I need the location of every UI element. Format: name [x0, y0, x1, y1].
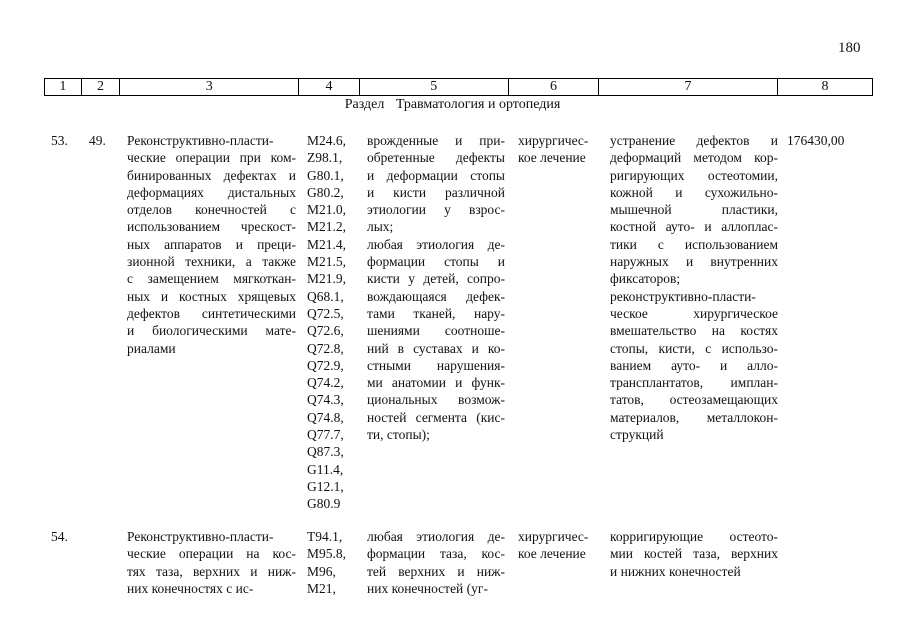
cell-line: деформациях дистальных: [127, 184, 296, 200]
cell-line: мии костей таза, верхних: [610, 546, 778, 562]
cell-line: M24.6,: [307, 133, 347, 148]
cell-line: ванием ауто- и алло-: [610, 357, 778, 373]
cell-line: Q74.3,: [307, 392, 344, 408]
cell-line: ных аппаратов и преци-: [127, 236, 296, 252]
procedure-name: [127, 132, 296, 357]
cell-line: трансплантатов, имплан-: [610, 375, 778, 391]
cell-line: M95.8,: [307, 546, 347, 562]
col-num-3: 3: [120, 79, 299, 96]
cell-line: G12.1,: [307, 478, 344, 494]
cell-line: шениями соотноше-: [367, 323, 505, 339]
cell-line: них конечностях с ис-: [127, 580, 254, 596]
cell-line: M21.2,: [307, 219, 347, 235]
cell-line: и деформации стопы: [367, 167, 505, 183]
cell-line: Реконструктивно-пласти-: [127, 529, 274, 544]
cell-line: ригирующих остеотомии,: [610, 167, 778, 183]
cell-line: хирургичес-: [518, 529, 589, 544]
cell-line: стопы, кисти, с использо-: [610, 340, 778, 356]
cell-line: тях таза, верхних и ниж-: [127, 563, 296, 579]
procedure-name: [127, 528, 296, 597]
cell-line: мышечной пластики,: [610, 202, 778, 218]
cell-line: M96,: [307, 563, 336, 579]
cell-line: отделов конечностей с: [127, 202, 296, 218]
cost-value: 176430,00: [787, 133, 845, 148]
cell-line: и биологическими мате-: [127, 323, 296, 339]
cell-line: Q72.6,: [307, 323, 344, 339]
cell-line: и кисти различной: [367, 184, 505, 200]
treatment-method: [610, 132, 778, 443]
cell-line: вождающаяся дефек-: [367, 288, 505, 304]
cell-line: обретенные дефекты: [367, 150, 505, 166]
treatment-type: [518, 132, 600, 167]
patient-model: [367, 528, 505, 597]
section-heading: [0, 97, 905, 113]
cell-line: ных и костных хрящевых: [127, 288, 296, 304]
cell-line: лых;: [367, 219, 394, 235]
cell-line: дефектов синтетическими: [127, 305, 296, 321]
cell-line: наружных и внутренних: [610, 254, 778, 270]
cell-line: Q72.8,: [307, 340, 344, 356]
cell-line: Реконструктивно-пласти-: [127, 133, 274, 148]
col-num-1: 1: [45, 79, 82, 96]
cell-line: врожденные и при-: [367, 133, 505, 148]
cell-line: Q72.9,: [307, 357, 344, 373]
treatment-type: [518, 528, 600, 563]
cell-line: Q87.3,: [307, 444, 344, 460]
cell-line: тей верхних и ниж-: [367, 563, 505, 579]
cell-line: зионной техники, а также: [127, 254, 296, 270]
row-number: 53.: [51, 133, 68, 148]
cell-line: кисти у детей, сопро-: [367, 271, 505, 287]
cell-line: татов, остеозамещающих: [610, 392, 778, 408]
cell-line: хирургичес-: [518, 133, 589, 148]
cell-line: M21.0,: [307, 202, 347, 218]
cell-line: фиксаторов;: [610, 271, 681, 287]
cell-line: формации стопы и: [367, 254, 505, 270]
cell-line: них конечностей (уг-: [367, 580, 488, 596]
cell-line: циональных возмож-: [367, 392, 505, 408]
cell-line: G80.9: [307, 496, 341, 512]
cell-line: тики с использованием: [610, 236, 778, 252]
cell-line: ний в суставах и ко-: [367, 340, 505, 356]
cell-line: ми анатомии и функ-: [367, 375, 505, 391]
cell-line: любая этиология де-: [367, 529, 505, 544]
cell-line: формации таза, кос-: [367, 546, 505, 562]
cell-line: струкций: [610, 427, 664, 443]
cell-line: M21.9,: [307, 271, 347, 287]
row-number: 54.: [51, 529, 68, 544]
cell-line: G80.2,: [307, 184, 344, 200]
cell-line: Q74.8,: [307, 409, 344, 425]
cell-line: M21.4,: [307, 236, 347, 252]
cell-line: G80.1,: [307, 167, 344, 183]
cell-line: T94.1,: [307, 529, 343, 544]
cell-line: любая этиология де-: [367, 236, 505, 252]
cell-line: этиологии у взрос-: [367, 202, 505, 218]
cell-line: устранение дефектов и: [610, 133, 778, 148]
col-num-7: 7: [599, 79, 778, 96]
cell-line: бинированных дефектах и: [127, 167, 296, 183]
cell-line: ческие операции на кос-: [127, 546, 296, 562]
cell-line: кое лечение: [518, 546, 586, 562]
cell-line: вмешательство на костях: [610, 323, 778, 339]
cell-line: Q68.1,: [307, 288, 344, 304]
cell-line: M21,: [307, 580, 336, 596]
row-subnumber: 49.: [89, 133, 106, 148]
cell-line: Z98.1,: [307, 150, 343, 166]
cell-line: риалами: [127, 340, 176, 356]
cell-line: ческие операции при ком-: [127, 150, 296, 166]
cell-line: реконструктивно-пласти-: [610, 288, 756, 304]
cell-line: тами тканей, нару-: [367, 305, 505, 321]
col-num-5: 5: [359, 79, 508, 96]
cell-line: G11.4,: [307, 461, 344, 477]
cell-line: и нижних конечностей: [610, 563, 741, 579]
cell-line: использованием чрескост-: [127, 219, 296, 235]
cell-line: материалов, металлокон-: [610, 409, 778, 425]
section-prefix: Раздел: [344, 97, 385, 112]
cell-line: кожной и сухожильно-: [610, 184, 778, 200]
cell-line: деформаций методом кор-: [610, 150, 778, 166]
cell-line: ностей сегмента (кис-: [367, 409, 505, 425]
icd-codes: [307, 132, 357, 513]
column-number-header: [44, 78, 873, 96]
cell-line: кое лечение: [518, 150, 586, 166]
col-num-8: 8: [777, 79, 872, 96]
col-num-2: 2: [81, 79, 120, 96]
patient-model: [367, 132, 505, 443]
cell-line: Q77.7,: [307, 427, 344, 443]
cell-line: M21.5,: [307, 254, 347, 270]
cell-line: ти, стопы);: [367, 427, 430, 443]
section-title: Травматология и ортопедия: [395, 97, 561, 112]
cell-line: ческое хирургическое: [610, 305, 778, 321]
treatment-method: [610, 528, 778, 580]
cell-line: корригирующие остеото-: [610, 529, 778, 544]
col-num-4: 4: [299, 79, 359, 96]
cell-line: костной ауто- и аллоплас-: [610, 219, 778, 235]
icd-codes: [307, 528, 357, 597]
cell-line: с замещением мягкоткан-: [127, 271, 296, 287]
page-number: 180: [838, 40, 861, 56]
cell-line: Q72.5,: [307, 305, 344, 321]
col-num-6: 6: [508, 79, 598, 96]
cell-line: стными нарушения-: [367, 357, 505, 373]
cell-line: Q74.2,: [307, 375, 344, 391]
